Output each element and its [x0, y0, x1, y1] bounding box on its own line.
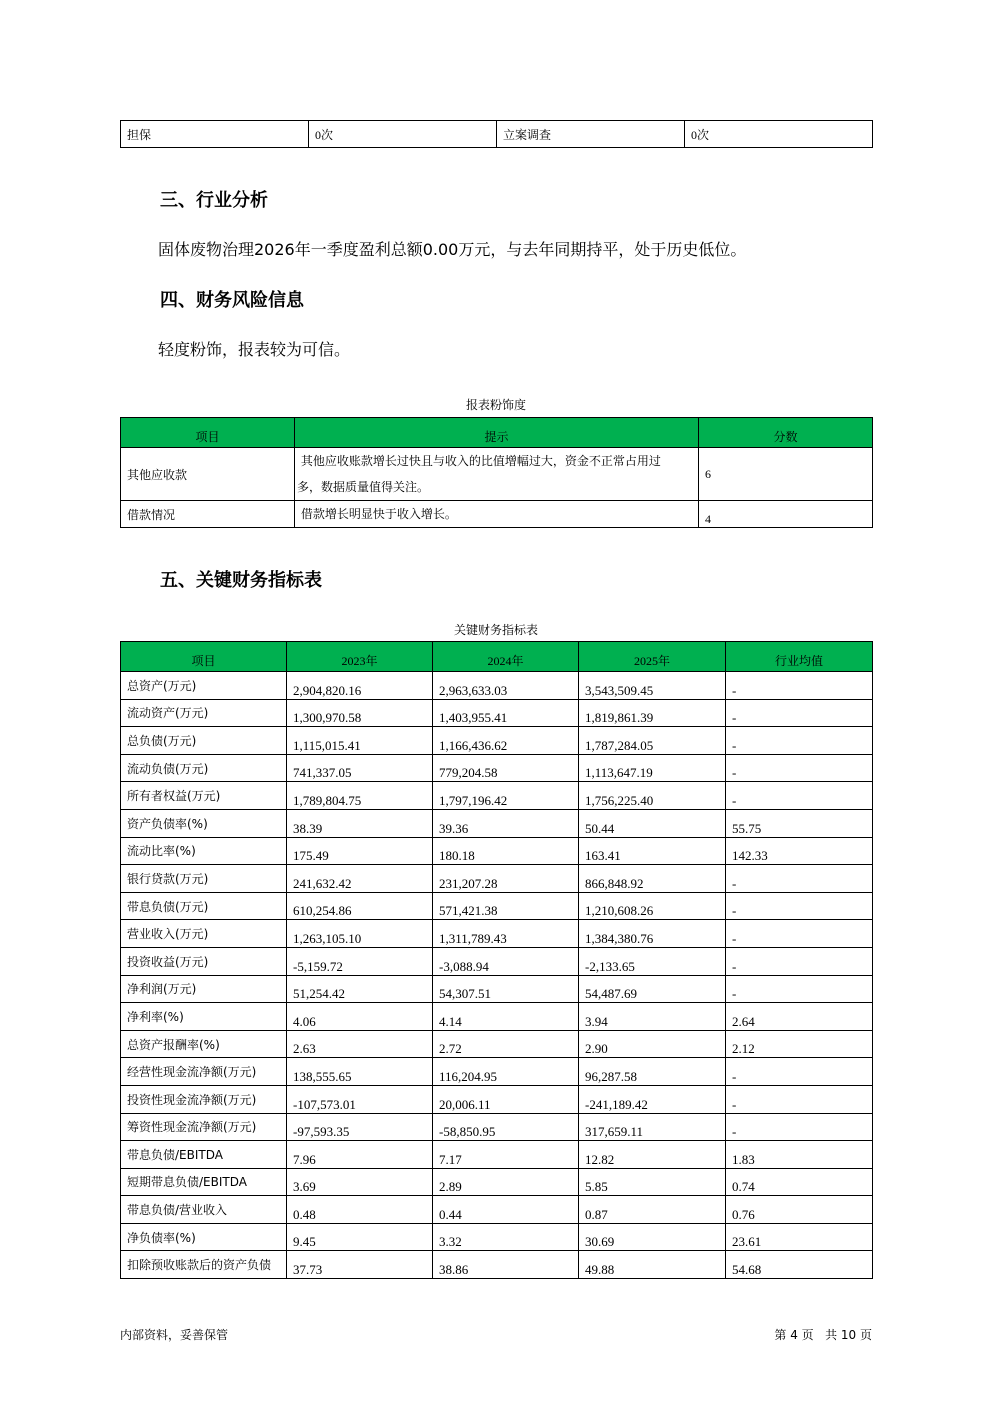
table-row [121, 1058, 873, 1086]
column-header: 提示 [295, 418, 699, 448]
value-cell: - [726, 892, 873, 920]
column-header: 项目 [121, 642, 287, 672]
value-cell: 1,797,196.42 [433, 782, 579, 810]
value-cell: 1,115,015.41 [287, 727, 433, 755]
value-cell: 0.44 [433, 1196, 579, 1224]
table-row [121, 501, 873, 528]
value-cell: 3.32 [433, 1223, 579, 1251]
table-row [121, 920, 873, 948]
table-cell: 担保 [121, 121, 309, 148]
value-cell: 37.73 [287, 1251, 433, 1279]
row-label-cell: 营业收入(万元) [121, 920, 287, 948]
value-cell: 20,006.11 [433, 1085, 579, 1113]
value-cell: 54.68 [726, 1251, 873, 1279]
table-cell: 其他应收款 [121, 448, 295, 501]
row-label-cell: 总资产(万元) [121, 672, 287, 700]
table-row [121, 699, 873, 727]
table-cell [295, 448, 699, 501]
value-cell: 1,210,608.26 [579, 892, 726, 920]
row-label-cell: 资产负债率(%) [121, 809, 287, 837]
table-row [121, 865, 873, 893]
row-label-cell: 投资收益(万元) [121, 947, 287, 975]
row-label-cell: 经营性现金流净额(万元) [121, 1058, 287, 1086]
value-cell: - [726, 672, 873, 700]
value-cell: 96,287.58 [579, 1058, 726, 1086]
value-cell: 1,311,789.43 [433, 920, 579, 948]
value-cell: -58,850.95 [433, 1113, 579, 1141]
value-cell: -241,189.42 [579, 1085, 726, 1113]
value-cell: 610,254.86 [287, 892, 433, 920]
value-cell: 1,300,970.58 [287, 699, 433, 727]
table-row [121, 672, 873, 700]
value-cell: 9.45 [287, 1223, 433, 1251]
value-cell: 2.64 [726, 1003, 873, 1031]
top-summary-table [120, 120, 873, 148]
column-header: 2024年 [433, 642, 579, 672]
column-header: 行业均值 [726, 642, 873, 672]
value-cell: 1,787,284.05 [579, 727, 726, 755]
column-header: 2023年 [287, 642, 433, 672]
kpi-table-caption: 关键财务指标表 [453, 623, 538, 637]
table-header-row [121, 642, 873, 672]
value-cell: 1,756,225.40 [579, 782, 726, 810]
risk-table-caption: 报表粉饰度 [465, 398, 526, 412]
table-row [121, 782, 873, 810]
value-cell: 2.63 [287, 1030, 433, 1058]
row-label-cell: 净负债率(%) [121, 1223, 287, 1251]
table-row [121, 121, 873, 148]
value-cell: 175.49 [287, 837, 433, 865]
footer-confidential: 内部资料，妥善保管 [120, 1328, 229, 1342]
value-cell: 3,543,509.45 [579, 672, 726, 700]
row-label-cell: 带息负债(万元) [121, 892, 287, 920]
table-cell: 0次 [309, 121, 497, 148]
value-cell: - [726, 782, 873, 810]
table-row [121, 448, 873, 501]
footer-page-number: 第 4 页 共 10 页 [774, 1328, 872, 1342]
section-heading-kpi: 五、关键财务指标表 [160, 570, 322, 591]
value-cell: 866,848.92 [579, 865, 726, 893]
value-cell: 0.48 [287, 1196, 433, 1224]
value-cell: 23.61 [726, 1223, 873, 1251]
value-cell: 5.85 [579, 1168, 726, 1196]
table-row [121, 727, 873, 755]
value-cell: 39.36 [433, 809, 579, 837]
row-label-cell: 扣除预收账款后的资产负债 [121, 1251, 287, 1279]
table-cell: 借款增长明显快于收入增长。 [295, 501, 699, 528]
value-cell: 0.87 [579, 1196, 726, 1224]
row-label-cell: 带息负债/EBITDA [121, 1141, 287, 1169]
value-cell: 1.83 [726, 1141, 873, 1169]
value-cell: - [726, 920, 873, 948]
row-label-cell: 所有者权益(万元) [121, 782, 287, 810]
value-cell: 2,904,820.16 [287, 672, 433, 700]
value-cell: - [726, 1113, 873, 1141]
row-label-cell: 流动资产(万元) [121, 699, 287, 727]
value-cell: 2.12 [726, 1030, 873, 1058]
hint-line: 多，数据质量值得关注。 [297, 480, 430, 494]
table-row [121, 1196, 873, 1224]
value-cell: - [726, 947, 873, 975]
value-cell: 1,113,647.19 [579, 754, 726, 782]
table-row [121, 975, 873, 1003]
row-label-cell: 流动负债(万元) [121, 754, 287, 782]
value-cell: 4.14 [433, 1003, 579, 1031]
value-cell: - [726, 727, 873, 755]
value-cell: - [726, 1058, 873, 1086]
value-cell: - [726, 975, 873, 1003]
row-label-cell: 流动比率(%) [121, 837, 287, 865]
table-cell: 立案调查 [497, 121, 685, 148]
value-cell: 180.18 [433, 837, 579, 865]
section-heading-risk: 四、财务风险信息 [160, 290, 304, 311]
value-cell: 1,166,436.62 [433, 727, 579, 755]
value-cell: -2,133.65 [579, 947, 726, 975]
row-label-cell: 总负债(万元) [121, 727, 287, 755]
value-cell: 741,337.05 [287, 754, 433, 782]
risk-table [120, 417, 873, 528]
value-cell: 571,421.38 [433, 892, 579, 920]
table-row [121, 892, 873, 920]
row-label-cell: 总资产报酬率(%) [121, 1030, 287, 1058]
table-row [121, 1085, 873, 1113]
table-row [121, 947, 873, 975]
value-cell: -97,593.35 [287, 1113, 433, 1141]
row-label-cell: 净利率(%) [121, 1003, 287, 1031]
value-cell: 317,659.11 [579, 1113, 726, 1141]
value-cell: 2,963,633.03 [433, 672, 579, 700]
value-cell: 3.69 [287, 1168, 433, 1196]
value-cell: 54,487.69 [579, 975, 726, 1003]
table-row [121, 1223, 873, 1251]
value-cell: 1,789,804.75 [287, 782, 433, 810]
value-cell: -5,159.72 [287, 947, 433, 975]
table-row [121, 1030, 873, 1058]
value-cell: 2.72 [433, 1030, 579, 1058]
value-cell: 7.17 [433, 1141, 579, 1169]
table-row [121, 1168, 873, 1196]
value-cell: 49.88 [579, 1251, 726, 1279]
column-header: 分数 [699, 418, 873, 448]
industry-analysis-text: 固体废物治理2026年一季度盈利总额0.00万元，与去年同期持平，处于历史低位。 [158, 240, 747, 259]
column-header: 项目 [121, 418, 295, 448]
row-label-cell: 筹资性现金流净额(万元) [121, 1113, 287, 1141]
value-cell: - [726, 754, 873, 782]
value-cell: 50.44 [579, 809, 726, 837]
table-row [121, 809, 873, 837]
row-label-cell: 带息负债/营业收入 [121, 1196, 287, 1224]
table-row [121, 1251, 873, 1279]
row-label-cell: 投资性现金流净额(万元) [121, 1085, 287, 1113]
value-cell: 12.82 [579, 1141, 726, 1169]
value-cell: 2.90 [579, 1030, 726, 1058]
value-cell: 0.76 [726, 1196, 873, 1224]
column-header: 2025年 [579, 642, 726, 672]
section-heading-industry: 三、行业分析 [160, 190, 268, 211]
value-cell: 163.41 [579, 837, 726, 865]
risk-summary-text: 轻度粉饰，报表较为可信。 [158, 340, 351, 359]
value-cell: 779,204.58 [433, 754, 579, 782]
value-cell: 38.86 [433, 1251, 579, 1279]
kpi-table-body [121, 672, 873, 1279]
kpi-table [120, 641, 873, 1279]
row-label-cell: 短期带息负债/EBITDA [121, 1168, 287, 1196]
value-cell: 1,819,861.39 [579, 699, 726, 727]
value-cell: 0.74 [726, 1168, 873, 1196]
value-cell: 55.75 [726, 809, 873, 837]
hint-line: 其他应收账款增长过快且与收入的比值增幅过大，资金不正常占用过 [297, 454, 661, 468]
value-cell: 1,403,955.41 [433, 699, 579, 727]
table-cell: 4 [699, 501, 873, 528]
value-cell: - [726, 699, 873, 727]
table-row [121, 837, 873, 865]
table-row [121, 1113, 873, 1141]
value-cell: 54,307.51 [433, 975, 579, 1003]
table-cell: 6 [699, 448, 873, 501]
value-cell: 142.33 [726, 837, 873, 865]
table-row [121, 1003, 873, 1031]
value-cell: 30.69 [579, 1223, 726, 1251]
value-cell: 38.39 [287, 809, 433, 837]
value-cell: 51,254.42 [287, 975, 433, 1003]
row-label-cell: 银行贷款(万元) [121, 865, 287, 893]
value-cell: 138,555.65 [287, 1058, 433, 1086]
table-cell: 借款情况 [121, 501, 295, 528]
value-cell: 241,632.42 [287, 865, 433, 893]
table-row [121, 1141, 873, 1169]
table-cell: 0次 [685, 121, 873, 148]
table-row [121, 754, 873, 782]
value-cell: 1,384,380.76 [579, 920, 726, 948]
value-cell: 1,263,105.10 [287, 920, 433, 948]
value-cell: - [726, 1085, 873, 1113]
value-cell: - [726, 865, 873, 893]
value-cell: -107,573.01 [287, 1085, 433, 1113]
value-cell: 2.89 [433, 1168, 579, 1196]
table-header-row [121, 418, 873, 448]
row-label-cell: 净利润(万元) [121, 975, 287, 1003]
value-cell: 116,204.95 [433, 1058, 579, 1086]
value-cell: 4.06 [287, 1003, 433, 1031]
value-cell: 3.94 [579, 1003, 726, 1031]
value-cell: 7.96 [287, 1141, 433, 1169]
value-cell: 231,207.28 [433, 865, 579, 893]
value-cell: -3,088.94 [433, 947, 579, 975]
